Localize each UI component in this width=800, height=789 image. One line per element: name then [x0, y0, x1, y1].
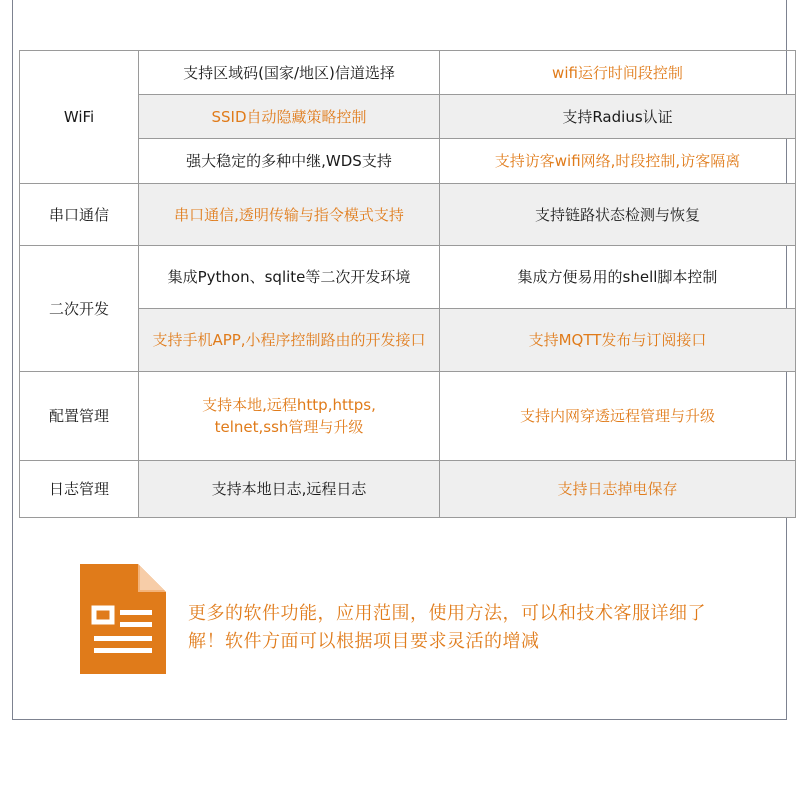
feature-cell: 支持访客wifi网络,时段控制,访客隔离 — [440, 139, 796, 184]
category-dev: 二次开发 — [20, 246, 139, 372]
feature-cell: 串口通信,透明传输与指令模式支持 — [139, 184, 440, 246]
table-row — [20, 372, 796, 461]
category-wifi: WiFi — [20, 51, 139, 184]
category-config: 配置管理 — [20, 372, 139, 461]
feature-line: telnet,ssh管理与升级 — [214, 418, 364, 436]
table-row — [20, 246, 796, 309]
info-note — [188, 600, 758, 656]
note-line-1: 更多的软件功能，应用范围，使用方法，可以和技术客服详细了 — [188, 603, 706, 624]
feature-cell: 支持Radius认证 — [440, 95, 796, 139]
feature-cell: 支持区域码(国家/地区)信道选择 — [139, 51, 440, 95]
feature-cell: 支持本地日志,远程日志 — [139, 461, 440, 518]
feature-cell: wifi运行时间段控制 — [440, 51, 796, 95]
table-row — [20, 461, 796, 518]
category-serial: 串口通信 — [20, 184, 139, 246]
feature-table — [19, 50, 796, 518]
feature-cell: 支持手机APP,小程序控制路由的开发接口 — [139, 309, 440, 372]
table-row — [20, 51, 796, 95]
note-line-2: 解！软件方面可以根据项目要求灵活的增减 — [188, 631, 540, 652]
feature-cell: 强大稳定的多种中继,WDS支持 — [139, 139, 440, 184]
feature-cell: 集成Python、sqlite等二次开发环境 — [139, 246, 440, 309]
feature-cell: 支持日志掉电保存 — [440, 461, 796, 518]
table-row — [20, 184, 796, 246]
feature-cell: SSID自动隐藏策略控制 — [139, 95, 440, 139]
feature-line: 支持本地,远程http,https, — [202, 396, 376, 414]
feature-cell: 支持内网穿透远程管理与升级 — [440, 372, 796, 461]
category-log: 日志管理 — [20, 461, 139, 518]
feature-cell: 集成方便易用的shell脚本控制 — [440, 246, 796, 309]
feature-cell — [139, 372, 440, 461]
document-icon — [80, 564, 166, 674]
feature-cell: 支持MQTT发布与订阅接口 — [440, 309, 796, 372]
feature-cell: 支持链路状态检测与恢复 — [440, 184, 796, 246]
